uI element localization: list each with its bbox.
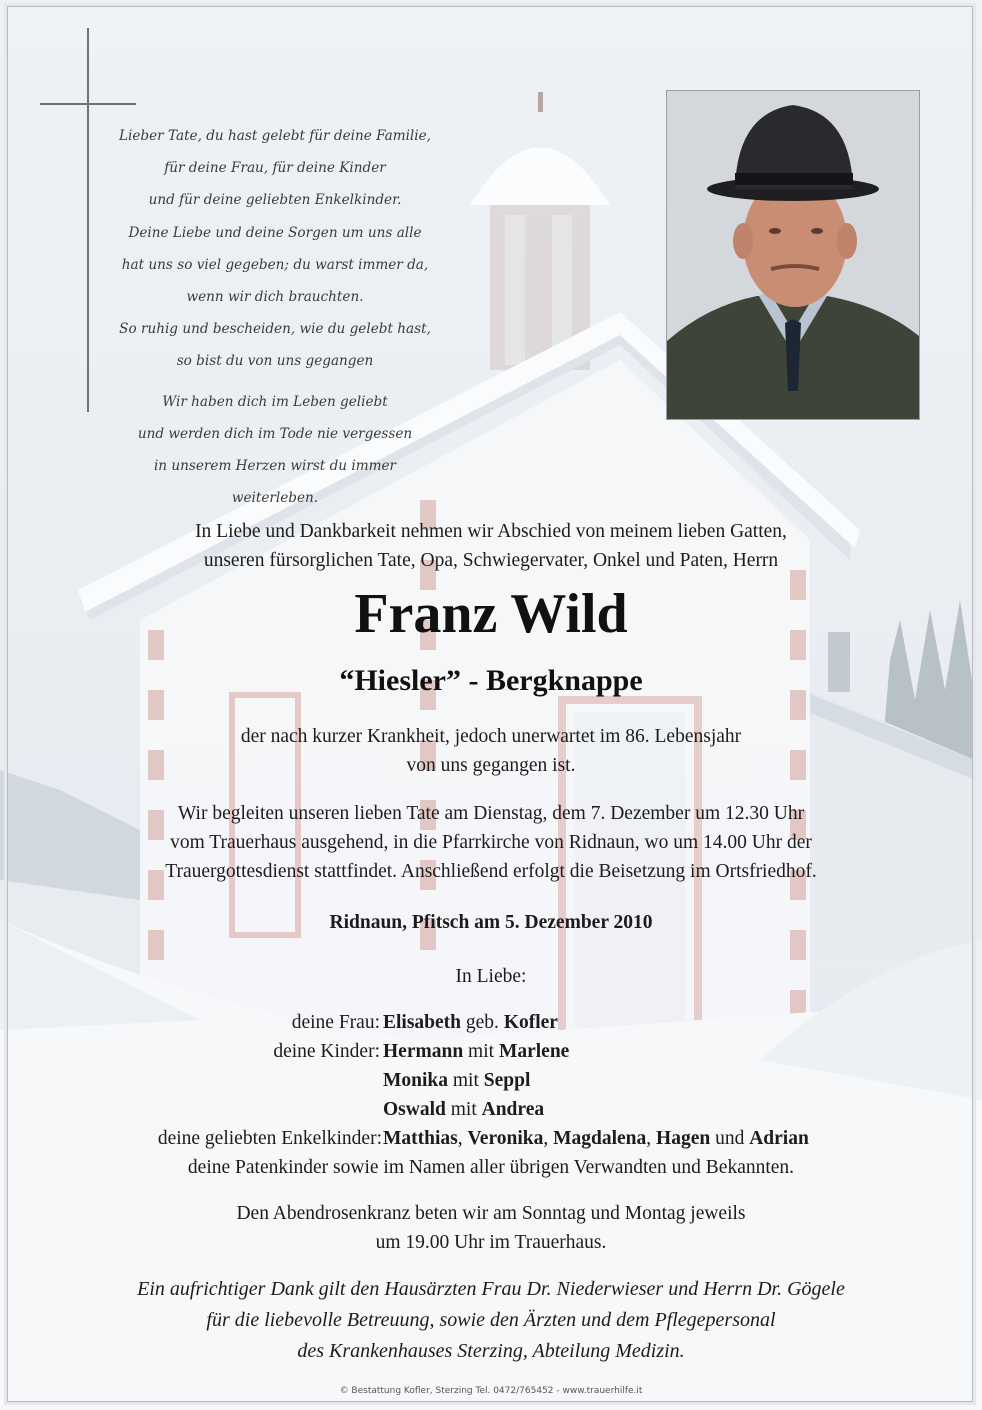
funeral-line: Wir begleiten unseren lieben Tate am Dienstag, dem 7. Dezember um 12.30 Uhr [177,803,805,824]
funeral-line: vom Trauerhaus ausgehend, in die Pfarrkirche von Ridnaun, wo um 14.00 Uhr der [170,832,812,853]
memorial-poem [110,120,440,514]
thanks-line: für die liebevolle Betreuung, sowie den Ärzten und dem Pflegepersonal [206,1309,776,1331]
child-entry: Monika mit Seppl [383,1070,531,1091]
intro-text [60,517,922,575]
in-liebe-heading: In Liebe: [455,966,527,987]
poem-line: wenn wir dich brauchten. [186,289,364,306]
rosary-notice [60,1199,922,1257]
godchildren-line: deine Patenkinder sowie im Namen aller übrigen Verwandten und Bekannten. [187,1157,795,1178]
place-date: Ridnaun, Pfitsch am 5. Dezember 2010 [329,912,653,933]
family-names [383,1008,953,1153]
grandchildren-entry: Matthias, Veronika, Magdalena, Hagen und Adrian [383,1128,809,1149]
funeral-details [60,799,922,886]
poem-line: für deine Frau, für deine Kinder [164,160,386,177]
poem-line: So ruhig und bescheiden, wie du gelebt hast, [119,321,431,338]
poem-closing-line: Wir haben dich im Leben geliebt [162,393,388,410]
cross-icon [87,28,89,412]
intro-line: In Liebe und Dankbarkeit nehmen wir Abschied von meinem lieben Gatten, [195,521,787,542]
deceased-nickname: “Hiesler” - Bergknappe [339,664,643,697]
deceased-name: Franz Wild [354,583,628,645]
wife-label: deine Frau: [291,1012,380,1033]
poem-closing-line: und werden dich im Tode nie vergessen [137,425,413,442]
footer-credit: © Bestattung Kofler, Sterzing Tel. 0472/765452 - www.trauerhilfe.it [339,1386,643,1396]
death-line: der nach kurzer Krankheit, jedoch unerwartet im 86. Lebensjahr [240,726,742,747]
death-notice [60,722,922,780]
poem-line: hat uns so viel gegeben; du warst immer da, [121,256,429,273]
poem-line: und für deine geliebten Enkelkinder. [148,192,402,209]
poem-closing-line: in unserem Herzen wirst du immer weiterleben. [153,458,397,507]
grandchildren-label-box [60,1124,382,1153]
rosary-line: Den Abendrosenkranz beten wir am Sonntag und Montag jeweils [236,1203,746,1224]
portrait-photo [666,90,920,420]
poem-line: Lieber Tate, du hast gelebt für deine Familie, [118,128,431,144]
death-line: von uns gegangen ist. [406,755,576,776]
thanks-line: Ein aufrichtiger Dank gilt den Hausärzten Frau Dr. Niederwieser und Herrn Dr. Gögele [137,1278,845,1300]
poem-line: so bist du von uns gegangen [176,353,374,370]
rosary-line: um 19.00 Uhr im Trauerhaus. [375,1232,607,1253]
funeral-line: Trauergottesdienst stattfindet. Anschließend erfolgt die Beisetzung im Ortsfriedhof. [165,861,817,882]
child-entry: Hermann mit Marlene [383,1041,570,1062]
thanks-notice [60,1274,922,1367]
intro-line: unseren fürsorglichen Tate, Opa, Schwiegervater, Onkel und Paten, Herrn [203,550,779,571]
poem-line: Deine Liebe und deine Sorgen um uns alle [128,224,422,241]
grandchildren-label: deine geliebten Enkelkinder: [157,1128,382,1149]
thanks-line: des Krankenhauses Sterzing, Abteilung Medizin. [297,1340,685,1362]
cross-icon-bar [40,103,136,105]
wife-entry: Elisabeth geb. Kofler [383,1012,558,1033]
children-label: deine Kinder: [273,1041,380,1062]
child-entry: Oswald mit Andrea [383,1099,545,1120]
